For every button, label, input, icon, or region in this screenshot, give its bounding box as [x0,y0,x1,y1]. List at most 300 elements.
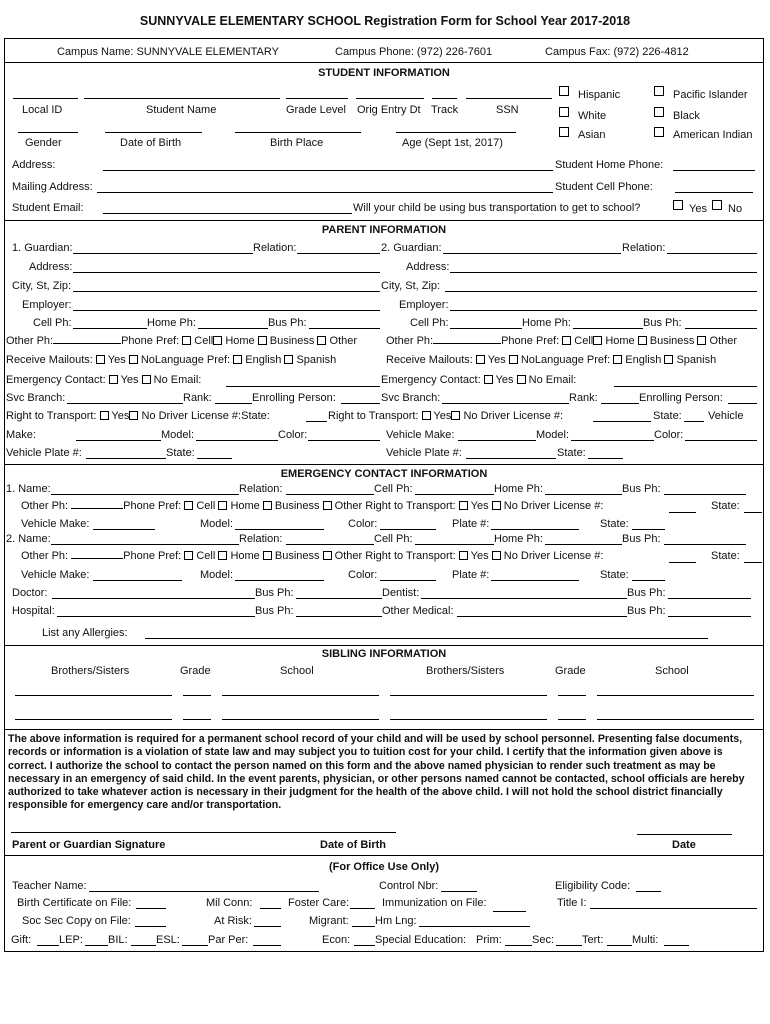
emergency-contact-row [6,374,201,386]
ec2-cell-label: Cell Ph: [374,533,413,545]
track-line[interactable] [432,98,457,99]
orig-entry-line[interactable] [356,98,424,99]
title1-label: Title I: [557,897,587,909]
cell2-line[interactable] [450,328,522,329]
emergency-contact-row-2 [381,374,576,386]
mailouts2-no-checkbox[interactable] [509,355,518,364]
ec2-model-label: Model: [200,569,234,581]
no-option: No [140,354,155,366]
ec2-color-label: Color: [348,569,378,581]
date-line[interactable] [637,834,732,835]
hospital-line[interactable] [57,616,255,617]
employer2-line[interactable] [450,310,757,311]
sibling-grade-header-1: Grade [180,665,211,677]
pref2-other-checkbox[interactable] [697,336,706,345]
pref2-home-checkbox[interactable] [593,336,602,345]
relation2-line[interactable] [667,253,757,254]
hispanic-checkbox[interactable] [559,86,569,96]
bus1-label: Bus Ph: [268,317,307,329]
ssn-line[interactable] [466,98,552,99]
ec1-color-line[interactable] [380,529,436,530]
model1-line[interactable] [196,440,278,441]
sibling-grade-line[interactable] [183,695,211,696]
home1-line[interactable] [198,328,268,329]
dentist-bus-line[interactable] [668,598,751,599]
enrolling2-line[interactable] [728,403,757,404]
transport1-label: Right to Transport: [6,410,97,422]
no-option: No [463,410,478,422]
no-option: No [141,410,156,422]
other-option: Other [334,550,363,562]
ec2-color-line[interactable] [380,580,436,581]
bil-line[interactable] [131,945,156,946]
ec2-home-checkbox[interactable] [218,551,227,560]
city2-line[interactable] [445,291,757,292]
ec2-transport-yes-checkbox[interactable] [459,551,468,560]
address1-line[interactable] [73,272,380,273]
ec1-transport-yes-checkbox[interactable] [459,501,468,510]
mailouts2-label: Receive Mailouts: [386,354,473,366]
ec2-plate-line[interactable] [491,580,579,581]
teacher-label: Teacher Name: [12,880,87,892]
yes-option: Yes [433,410,452,422]
phone-pref2-label: Phone Pref: [501,335,560,347]
asian-checkbox[interactable] [559,127,569,137]
pref1-cell-checkbox[interactable] [182,336,191,345]
cell-phone-line[interactable] [675,192,753,193]
guardian2-line[interactable] [443,253,621,254]
emergency1-yes-checkbox[interactable] [109,375,118,384]
ec2-phone-pref-label: Phone Pref: [123,550,182,562]
campus-phone: Campus Phone: (972) 226-7601 [335,46,493,58]
sibling-school-line[interactable] [597,695,754,696]
ec2-transport-label: Right to Transport: [365,550,456,562]
svc2-label: Svc Branch: [381,392,441,404]
license2-line[interactable] [593,421,651,422]
divider [4,62,764,63]
lang1-spanish-checkbox[interactable] [284,355,293,364]
transport2-yes-checkbox[interactable] [422,411,431,420]
yes-option: Yes [107,354,126,366]
lang2-spanish-checkbox[interactable] [664,355,673,364]
econ-label: Econ: [322,934,351,946]
ec2-plate-label: Plate #: [452,569,490,581]
grade-level-line[interactable] [286,98,348,99]
make1-line[interactable] [76,440,161,441]
ec1-bus-line[interactable] [664,494,746,495]
at-risk-line[interactable] [254,926,281,927]
other-medical-bus-line[interactable] [668,616,751,617]
yes-option: Yes [111,410,130,422]
sibling-bs-header-1: Brothers/Sisters [51,665,130,677]
ec2-other-checkbox[interactable] [323,551,332,560]
bus-yes-label: Yes [689,203,707,215]
sibling-section-header: SIBLING INFORMATION [321,648,447,660]
email1-line[interactable] [226,386,380,387]
ec1-transport-no-checkbox[interactable] [492,501,501,510]
sibling-name-line[interactable] [390,695,547,696]
state1-label: State: [241,410,270,422]
transport1-yes-checkbox[interactable] [100,411,109,420]
ec2-bus-label: Bus Ph: [622,533,661,545]
enrolling1-line[interactable] [341,403,380,404]
enrolling1-label: Enrolling Person: [252,392,336,404]
mailing-line[interactable] [97,192,553,193]
transport2-no-checkbox[interactable] [451,411,460,420]
make2-line[interactable] [458,440,536,441]
sibling-name-line[interactable] [390,719,547,720]
home-option: Home [230,500,260,512]
transport2-label: Right to Transport: [328,410,419,422]
soc-sec-line[interactable] [135,926,166,927]
bus-question: Will your child be using bus transportation to get to school? [353,202,641,214]
no-option: No [153,374,168,386]
spanish-option: Spanish [676,354,717,366]
pacific-islander-checkbox[interactable] [654,86,664,96]
no-option: No [503,500,518,512]
doctor-bus-line[interactable] [296,598,382,599]
birth-cert-line[interactable] [136,908,166,909]
signature-line[interactable] [11,832,396,833]
ec1-transport-label: Right to Transport: [365,500,456,512]
cell-option: Cell [194,335,214,347]
hispanic-label: Hispanic [578,89,621,101]
esl-label: ESL: [156,934,180,946]
other-medical-line[interactable] [457,616,627,617]
lang2-english-checkbox[interactable] [613,355,622,364]
mailing-label: Mailing Address: [12,181,93,193]
ec2-cell-line[interactable] [415,544,494,545]
par-per-label: Par Per: [208,934,249,946]
tert-label: Tert: [582,934,604,946]
doctor-label: Doctor: [12,587,48,599]
spanish-option: Spanish [296,354,337,366]
dentist-line[interactable] [421,598,627,599]
mailouts-row [6,354,336,366]
make1-label: Make: [6,429,36,441]
pref1-other-checkbox[interactable] [317,336,326,345]
student-name-line[interactable] [84,98,280,99]
state-plate1-line[interactable] [197,458,232,459]
ec1-phone-row [21,500,603,512]
title1-line[interactable] [590,908,757,909]
gender-line[interactable] [18,132,78,133]
sibling-grade-line[interactable] [183,719,211,720]
divider [4,855,764,856]
lang1-english-checkbox[interactable] [233,355,242,364]
vehicle-label: Vehicle [708,410,744,422]
campus-fax: Campus Fax: (972) 226-4812 [545,46,689,58]
ec2-phone-row [21,550,603,562]
dob-line[interactable] [105,132,202,133]
ec1-vstate-line[interactable] [632,529,665,530]
sec-line[interactable] [556,945,582,946]
cell2-label: Cell Ph: [410,317,449,329]
ec2-home-line[interactable] [545,544,622,545]
hm-lng-line[interactable] [419,926,530,927]
state-plate1-label: State: [166,447,195,459]
svc1-line[interactable] [67,403,183,404]
other-medical-label: Other Medical: [382,605,454,617]
ec2-relation-line[interactable] [286,544,374,545]
cell-option: Cell [196,500,216,512]
email-label: Student Email: [12,202,84,214]
local-id-line[interactable] [13,98,78,99]
pref1-business-checkbox[interactable] [258,336,267,345]
no-option: No [528,374,543,386]
divider [4,220,764,221]
ec2-name-line[interactable] [51,544,239,545]
ec1-relation-line[interactable] [286,494,374,495]
divider [4,464,764,465]
plate2-line[interactable] [466,458,556,459]
plate1-line[interactable] [86,458,166,459]
mil-conn-label: Mil Conn: [206,897,253,909]
phone-pref-row [6,335,357,347]
ec2-state-line[interactable] [744,562,762,563]
ec1-other-checkbox[interactable] [323,501,332,510]
guardian1-line[interactable] [73,253,253,254]
sibling-grade-header-2: Grade [555,665,586,677]
age-line[interactable] [396,132,516,133]
ec2-other-ph-label: Other Ph: [21,550,69,562]
ec2-vehicle-make-label: Vehicle Make: [21,569,90,581]
home-phone-line[interactable] [673,170,755,171]
immunization-line[interactable] [493,911,526,912]
home1-label: Home Ph: [147,317,196,329]
bus-no-label: No [728,203,743,215]
ec1-vehicle-make-line[interactable] [93,529,155,530]
state-plate2-line[interactable] [588,458,623,459]
ec1-plate-label: Plate #: [452,518,490,530]
grade-level-label: Grade Level [286,104,346,116]
address2-line[interactable] [450,272,757,273]
yes-option: Yes [470,550,489,562]
home2-line[interactable] [573,328,643,329]
model1-label: Model: [161,429,195,441]
sibling-school-line[interactable] [222,719,379,720]
ec2-license-line[interactable] [669,562,696,563]
ec2-vehicle-make-line[interactable] [93,580,182,581]
multi-line[interactable] [664,945,689,946]
ec2-business-checkbox[interactable] [263,551,272,560]
email-line[interactable] [103,213,352,214]
birth-place-label: Birth Place [270,137,324,149]
pref2-cell-checkbox[interactable] [562,336,571,345]
ssn-label: SSN [496,104,519,116]
hospital-bus-line[interactable] [296,616,382,617]
emergency1-label: Emergency Contact: [6,374,106,386]
lang-pref2-label: Language Pref: [534,354,611,366]
color2-line[interactable] [685,440,757,441]
cell1-label: Cell Ph: [33,317,72,329]
address-line[interactable] [103,170,553,171]
birth-cert-label: Birth Certificate on File: [17,897,132,909]
white-checkbox[interactable] [559,107,569,117]
signature-dob-label: Date of Birth [320,839,386,851]
svc2-line[interactable] [442,403,569,404]
plate2-label: Vehicle Plate #: [386,447,462,459]
cell-option: Cell [574,335,594,347]
allergies-line[interactable] [145,638,708,639]
ec1-business-checkbox[interactable] [263,501,272,510]
color1-line[interactable] [308,440,380,441]
ec1-name-label: 1. Name: [6,483,51,495]
relation1-line[interactable] [297,253,380,254]
ec2-model-line[interactable] [235,580,324,581]
control-line[interactable] [441,891,477,892]
ec1-cell-line[interactable] [415,494,494,495]
local-id-label: Local ID [22,104,63,116]
signature-label: Parent or Guardian Signature [12,839,166,851]
mailouts1-yes-checkbox[interactable] [96,355,105,364]
no-option: No [520,354,535,366]
student-name-label: Student Name [146,104,217,116]
gender-label: Gender [25,137,62,149]
teacher-line[interactable] [89,891,319,892]
ec1-cell-checkbox[interactable] [184,501,193,510]
office-section-header: (For Office Use Only) [328,861,440,873]
sibling-school-line[interactable] [597,719,754,720]
foster-line[interactable] [350,908,375,909]
student-section-header: STUDENT INFORMATION [318,67,450,79]
immunization-label: Immunization on File: [382,897,487,909]
sibling-name-line[interactable] [15,695,172,696]
bus2-line[interactable] [685,328,757,329]
license2-label: Driver License #: [480,410,564,422]
sibling-grade-line[interactable] [558,719,586,720]
state1-line[interactable] [306,421,327,422]
sibling-bs-header-2: Brothers/Sisters [426,665,505,677]
allergies-label: List any Allergies: [42,627,128,639]
form-frame [4,38,764,952]
phone-pref-row-2 [386,335,737,347]
state2-line[interactable] [684,421,704,422]
guardian1-label: 1. Guardian: [12,242,73,254]
prim-line[interactable] [505,945,532,946]
soc-sec-label: Soc Sec Copy on File: [22,915,131,927]
birth-place-line[interactable] [235,132,361,133]
ec1-state-label: State: [711,500,740,512]
employer1-line[interactable] [73,310,380,311]
ec1-vehicle-make-label: Vehicle Make: [21,518,90,530]
lep-line[interactable] [85,945,108,946]
yes-option: Yes [470,500,489,512]
rank2-line[interactable] [601,403,639,404]
foster-label: Foster Care: [288,897,350,909]
rank1-line[interactable] [215,403,252,404]
migrant-line[interactable] [352,926,375,927]
email2-line[interactable] [614,386,757,387]
city1-line[interactable] [73,291,380,292]
ec1-relation-label: Relation: [239,483,283,495]
ec2-vstate-label: State: [600,569,629,581]
doctor-line[interactable] [52,598,255,599]
econ-line[interactable] [354,945,375,946]
sibling-school-line[interactable] [222,695,379,696]
ec1-license-line[interactable] [669,512,696,513]
ec1-plate-line[interactable] [491,529,579,530]
home-option: Home [225,335,255,347]
sibling-grade-line[interactable] [558,695,586,696]
legal-statement: The above information is required for a permanent school record of your child and will be used by school personnel. Presenting false documents, records or information is a violation of state law and may subject you to tuition cost for your child. I certify that the information given above is correct. I authorize the school to contact the person named on this form and the above named physician to render such treatment as may be necessary in an emergency of said child. In the event parents, physician, or other persons named cannot be contacted, school officials are hereby authorized to take whatever action is necessary in their judgment for the health of the above child. I will not hold the school district financially responsible for emergency care and/or transportation. [8,733,745,812]
sped-label: Special Education: [375,934,467,946]
ec1-model-line[interactable] [235,529,324,530]
esl-line[interactable] [182,945,208,946]
ec1-state-line[interactable] [744,512,762,513]
mailouts1-no-checkbox[interactable] [129,355,138,364]
ec1-home-checkbox[interactable] [218,501,227,510]
eligibility-line[interactable] [636,891,661,892]
ec2-name-label: 2. Name: [6,533,51,545]
pref1-home-checkbox[interactable] [213,336,222,345]
bus1-line[interactable] [309,328,380,329]
emergency2-yes-checkbox[interactable] [484,375,493,384]
pacific-islander-label: Pacific Islander [673,89,748,101]
ec2-cell-checkbox[interactable] [184,551,193,560]
other-option: Other [329,335,358,347]
bus-yes-checkbox[interactable] [673,200,683,210]
ec1-color-label: Color: [348,518,378,530]
license1-label: Driver License #: [158,410,242,422]
gift-line[interactable] [37,945,59,946]
business-option: Business [269,335,315,347]
ec2-transport-no-checkbox[interactable] [492,551,501,560]
cell1-line[interactable] [73,328,147,329]
american-indian-label: American Indian [673,129,753,141]
address-label: Address: [12,159,56,171]
tert-line[interactable] [607,945,632,946]
american-indian-checkbox[interactable] [654,127,664,137]
ec1-phone-pref-label: Phone Pref: [123,500,182,512]
hm-lng-label: Hm Lng: [375,915,417,927]
svc1-label: Svc Branch: [6,392,66,404]
city1-label: City, St, Zip: [12,280,72,292]
model2-line[interactable] [571,440,654,441]
eligibility-label: Eligibility Code: [555,880,631,892]
black-checkbox[interactable] [654,107,664,117]
phone-pref1-label: Phone Pref: [121,335,180,347]
mailouts2-yes-checkbox[interactable] [476,355,485,364]
city2-label: City, St, Zip: [381,280,441,292]
mil-conn-line[interactable] [260,908,281,909]
par-per-line[interactable] [253,945,281,946]
sibling-name-line[interactable] [15,719,172,720]
ec2-bus-line[interactable] [664,544,746,545]
multi-label: Multi: [632,934,659,946]
transport-row [6,410,270,422]
guardian2-label: 2. Guardian: [381,242,442,254]
pref2-business-checkbox[interactable] [638,336,647,345]
email1-label: Email: [170,374,202,386]
emergency2-no-checkbox[interactable] [517,375,526,384]
ec2-relation-label: Relation: [239,533,283,545]
email2-label: Email: [545,374,577,386]
other-option: Other [334,500,363,512]
business-option: Business [274,500,320,512]
rank2-label: Rank: [569,392,598,404]
employer2-label: Employer: [399,299,449,311]
bus-no-checkbox[interactable] [712,200,722,210]
ec1-name-line[interactable] [51,494,239,495]
color2-label: Color: [654,429,684,441]
transport1-no-checkbox[interactable] [129,411,138,420]
ec2-vstate-line[interactable] [632,580,665,581]
emergency1-no-checkbox[interactable] [142,375,151,384]
hospital-label: Hospital: [12,605,55,617]
home2-label: Home Ph: [522,317,571,329]
ec1-home-line[interactable] [545,494,622,495]
